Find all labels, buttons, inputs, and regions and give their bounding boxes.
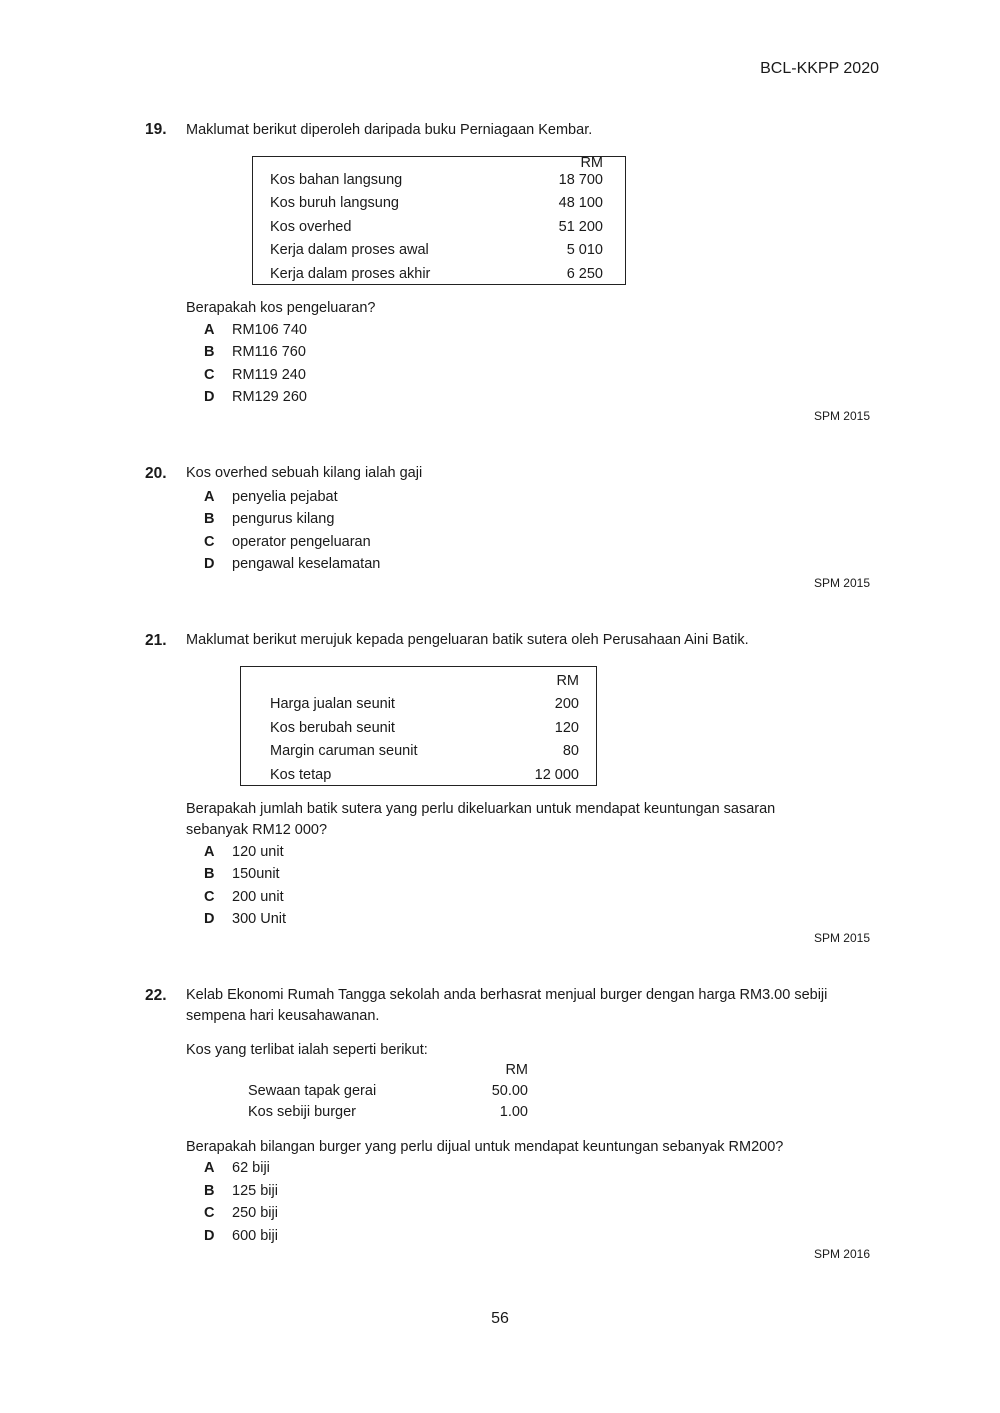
table-row — [270, 215, 603, 239]
row-label: Kos sebiji burger — [248, 1103, 356, 1120]
row-value: 120 — [554, 719, 579, 736]
q20-option-b[interactable] — [204, 508, 334, 531]
option-text: 300 Unit — [232, 911, 287, 927]
q19-text: Maklumat berikut diperoleh daripada buku Perniagaan Kembar. — [186, 122, 593, 138]
q21-info-table — [270, 669, 579, 787]
table-row — [270, 168, 603, 192]
q19-number: 19. — [145, 121, 167, 138]
table-row — [270, 239, 603, 263]
row-value: 50.00 — [491, 1082, 528, 1099]
row-value: 48 100 — [558, 195, 603, 212]
q22-source: SPM 2016 — [813, 1247, 870, 1261]
q20-text: Kos overhed sebuah kilang ialah gaji — [186, 465, 423, 481]
table-row — [248, 1101, 528, 1122]
row-value: 6 250 — [566, 265, 603, 282]
option-text: operator pengeluaran — [232, 534, 371, 550]
q22-option-d[interactable] — [204, 1225, 278, 1248]
row-label: Kos tetap — [270, 766, 332, 783]
table-row — [270, 669, 579, 693]
unit-label: RM — [556, 672, 579, 689]
q22-text-line-2: sempena hari keusahawanan. — [186, 1008, 380, 1024]
q21-source: SPM 2015 — [813, 931, 870, 945]
option-letter: B — [204, 1183, 215, 1199]
option-letter: D — [204, 389, 215, 405]
option-text: 250 biji — [232, 1205, 278, 1221]
q22-number: 22. — [145, 987, 167, 1004]
option-letter: B — [204, 511, 215, 527]
option-text: 125 biji — [232, 1183, 278, 1199]
option-letter: C — [204, 889, 215, 905]
q20-source: SPM 2015 — [813, 576, 870, 590]
option-text: 200 unit — [232, 889, 284, 905]
option-letter: A — [204, 844, 215, 860]
document-header: BCL-KKPP 2020 — [760, 60, 879, 77]
table-row — [248, 1080, 528, 1101]
table-row — [270, 192, 603, 216]
row-value: 18 700 — [558, 171, 603, 188]
option-text: pengawal keselamatan — [232, 556, 381, 572]
row-label: Kerja dalam proses awal — [270, 242, 429, 259]
q22-option-b[interactable] — [204, 1180, 278, 1203]
q21-option-b[interactable] — [204, 863, 280, 886]
row-value: 200 — [554, 696, 579, 713]
q22-text-line-1: Kelab Ekonomi Rumah Tangga sekolah anda berhasrat menjual burger dengan harga RM3.00 sebiji — [186, 987, 828, 1003]
row-label: Kos bahan langsung — [270, 171, 403, 188]
option-text: pengurus kilang — [232, 511, 335, 527]
q21-question-line-2: sebanyak RM12 000? — [186, 822, 328, 838]
option-letter: B — [204, 866, 215, 882]
option-text: RM129 260 — [232, 389, 307, 405]
q21-question-line-1: Berapakah jumlah batik sutera yang perlu dikeluarkan untuk mendapat keuntungan sasaran — [186, 801, 776, 817]
q19-question: Berapakah kos pengeluaran? — [186, 300, 376, 316]
option-letter: D — [204, 556, 215, 572]
q22-cost-table — [248, 1080, 528, 1122]
q19-unit-label: RM — [580, 155, 603, 171]
option-letter: A — [204, 1160, 215, 1176]
q21-number: 21. — [145, 632, 167, 649]
option-text: 120 unit — [232, 844, 284, 860]
table-row — [270, 262, 603, 286]
table-row — [270, 716, 579, 740]
option-letter: C — [204, 1205, 215, 1221]
row-value: 1.00 — [499, 1103, 528, 1120]
q21-option-c[interactable] — [204, 886, 284, 909]
q20-option-c[interactable] — [204, 531, 371, 554]
q21-option-a[interactable] — [204, 841, 284, 864]
q22-option-c[interactable] — [204, 1202, 278, 1225]
table-row — [270, 693, 579, 717]
option-text: penyelia pejabat — [232, 489, 338, 505]
q21-option-d[interactable] — [204, 908, 286, 931]
table-row — [270, 740, 579, 764]
option-letter: A — [204, 322, 215, 338]
option-letter: C — [204, 367, 215, 383]
q19-option-d[interactable] — [204, 386, 307, 409]
row-label: Kerja dalam proses akhir — [270, 265, 431, 282]
q22-intro: Kos yang terlibat ialah seperti berikut: — [186, 1042, 428, 1058]
option-letter: D — [204, 1228, 215, 1244]
option-letter: B — [204, 344, 215, 360]
row-label: Kos buruh langsung — [270, 195, 399, 212]
q19-cost-table — [270, 168, 603, 286]
q21-text: Maklumat berikut merujuk kepada pengeluaran batik sutera oleh Perusahaan Aini Batik. — [186, 632, 749, 648]
q19-option-c[interactable] — [204, 364, 306, 387]
option-text: RM106 740 — [232, 322, 307, 338]
row-value: 5 010 — [566, 242, 603, 259]
page-number: 56 — [491, 1310, 509, 1327]
q19-source: SPM 2015 — [813, 409, 870, 423]
option-text: RM119 240 — [232, 367, 306, 383]
table-row — [270, 763, 579, 787]
row-label: Kos overhed — [270, 218, 352, 235]
option-letter: A — [204, 489, 215, 505]
q22-option-a[interactable] — [204, 1157, 270, 1180]
q19-option-b[interactable] — [204, 341, 306, 364]
q22-unit-label: RM — [505, 1062, 528, 1078]
row-label: Sewaan tapak gerai — [248, 1082, 377, 1099]
option-letter: D — [204, 911, 215, 927]
option-letter: C — [204, 534, 215, 550]
row-label: Harga jualan seunit — [270, 696, 395, 713]
option-text: 150unit — [232, 866, 280, 882]
row-value: 12 000 — [534, 766, 579, 783]
row-value: 51 200 — [558, 218, 603, 235]
q20-option-a[interactable] — [204, 486, 338, 509]
q22-question: Berapakah bilangan burger yang perlu dijual untuk mendapat keuntungan sebanyak RM200? — [186, 1139, 784, 1155]
q19-option-a[interactable] — [204, 319, 307, 342]
row-label: Kos berubah seunit — [270, 719, 395, 736]
option-text: 62 biji — [232, 1160, 270, 1176]
q20-number: 20. — [145, 465, 167, 482]
option-text: 600 biji — [232, 1228, 278, 1244]
option-text: RM116 760 — [232, 344, 306, 360]
row-value: 80 — [562, 743, 579, 760]
q20-option-d[interactable] — [204, 553, 380, 576]
row-label: Margin caruman seunit — [270, 743, 418, 760]
